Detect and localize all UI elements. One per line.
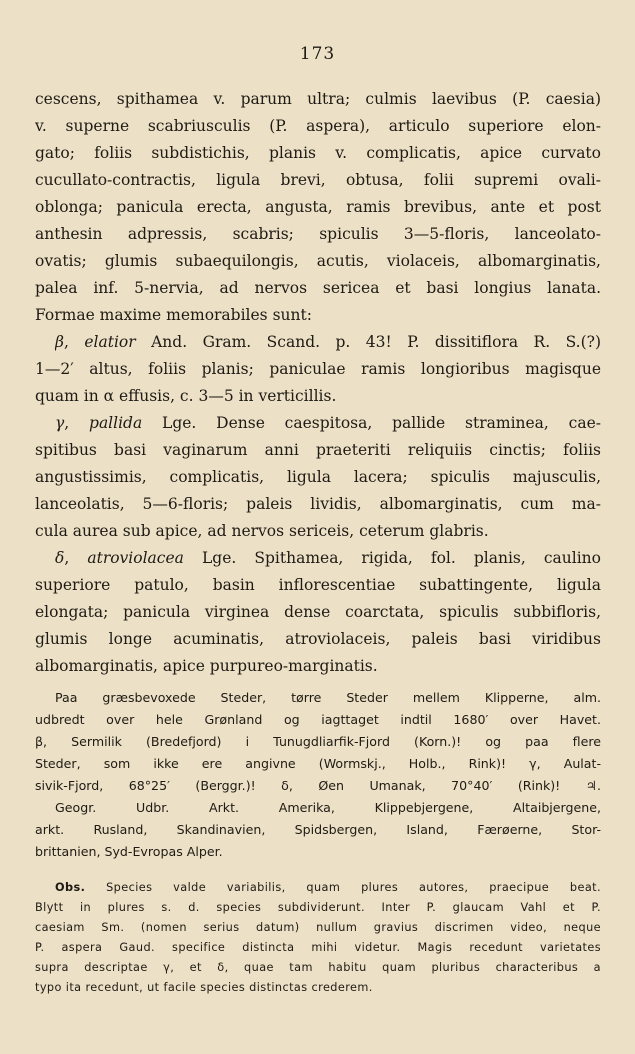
variety-line: glumis longe acuminatis, atroviolaceis, paleis basi viridibus [35, 630, 601, 648]
variety-line: superiore patulo, basin inflorescentiae subattingente, ligula [35, 576, 601, 594]
main-line: oblonga; panicula erecta, angusta, ramis brevibus, ante et post [35, 198, 601, 216]
variety-symbol: δ [55, 549, 65, 567]
variety-name: elatior [84, 333, 136, 351]
main-line: cucullato-contractis, ligula brevi, obtusa, folii supremi ovali- [35, 171, 601, 189]
habitat-line: udbredt over hele Grønland og iagttaget indtil 1680′ over Havet. [35, 712, 601, 727]
variety-line: elongata; panicula virginea dense coarctata, spiculis subbifloris, [35, 603, 601, 621]
variety-line: lanceolatis, 5—6-floris; paleis lividis, albomarginatis, cum ma- [35, 495, 601, 513]
habitat-line: sivik-Fjord, 68°25′ (Berggr.)! δ, Øen Umanak, 70°40′ (Rink)! ♃. [35, 778, 601, 793]
variety-symbol: β [55, 333, 64, 351]
obs-line: caesiam Sm. (nomen serius datum) nullum gravius discrimen video, neque [35, 921, 601, 934]
variety-symbol: γ [55, 414, 65, 432]
main-line: palea inf. 5-nervia, ad nervos sericea et basi longius lanata. [35, 279, 601, 297]
variety-gamma-heading: γ, pallida Lge. Dense caespitosa, pallide straminea, cae- [55, 414, 601, 432]
obs-label: Obs. [55, 881, 86, 894]
obs-line: P. aspera Gaud. specifice distincta mihi videtur. Magis recedunt varietates [35, 941, 601, 954]
habitat-line: Steder, som ikke ere angivne (Wormskj., Holb., Rink)! γ, Aulat- [35, 756, 601, 771]
habitat-line: β, Sermilik (Bredefjord) i Tunugdliarfik-Fjord (Korn.)! og paa flere [35, 734, 601, 749]
main-line: gato; foliis subdistichis, planis v. complicatis, apice curvato [35, 144, 601, 162]
geography-line: arkt. Rusland, Skandinavien, Spidsbergen, Island, Færøerne, Stor- [35, 822, 601, 837]
habitat-line: Paa græsbevoxede Steder, tørre Steder mellem Klipperne, alm. [55, 690, 601, 705]
main-line: anthesin adpressis, scabris; spiculis 3—5-floris, lanceolato- [35, 225, 601, 243]
geography-line: Geogr. Udbr. Arkt. Amerika, Klippebjergene, Altaibjergene, [55, 800, 601, 815]
variety-text: Lge. Dense caespitosa, pallide straminea, cae- [162, 414, 601, 432]
variety-line: cula aurea sub apice, ad nervos sericeis, ceterum glabris. [35, 522, 489, 540]
main-line: ovatis; glumis subaequilongis, acutis, violaceis, albomarginatis, [35, 252, 601, 270]
obs-line: typo ita recedunt, ut facile species distinctas crederem. [35, 981, 373, 994]
variety-text: Lge. Spithamea, rigida, fol. planis, caulino [201, 549, 601, 567]
variety-line: spitibus basi vaginarum anni praeteriti reliquiis cinctis; foliis [35, 441, 601, 459]
variety-line: 1—2′ altus, foliis planis; paniculae ramis longioribus magisque [35, 360, 601, 378]
main-line: cescens, spithamea v. parum ultra; culmis laevibus (P. caesia) [35, 90, 601, 108]
variety-line: quam in α effusis, c. 3—5 in verticillis. [35, 387, 337, 405]
variety-text: And. Gram. Scand. p. 43! P. dissitiflora R. S.(?) [151, 333, 601, 351]
obs-line: supra descriptae γ, et δ, quae tam habitu quam pluribus characteribus a [35, 961, 601, 974]
variety-delta-heading: δ, atroviolacea Lge. Spithamea, rigida, fol. planis, caulino [55, 549, 601, 567]
variety-name: atroviolacea [87, 549, 184, 567]
main-line: Formae maxime memorabiles sunt: [35, 306, 312, 324]
variety-beta-heading: β, elatior And. Gram. Scand. p. 43! P. dissitiflora R. S.(?) [55, 333, 601, 351]
variety-line: albomarginatis, apice purpureo-marginatis. [35, 657, 378, 675]
main-line: v. superne scabriusculis (P. aspera), articulo superiore elon- [35, 117, 601, 135]
geography-line: brittanien, Syd-Evropas Alper. [35, 844, 223, 859]
variety-name: pallida [89, 414, 143, 432]
page-number: 173 [299, 44, 336, 64]
obs-text: Species valde variabilis, quam plures autores, praecipue beat. [106, 881, 601, 894]
variety-line: angustissimis, complicatis, ligula lacera; spiculis majusculis, [35, 468, 601, 486]
obs-line: Blytt in plures s. d. species subdividerunt. Inter P. glaucam Vahl et P. [35, 901, 601, 914]
obs-heading [55, 878, 601, 897]
